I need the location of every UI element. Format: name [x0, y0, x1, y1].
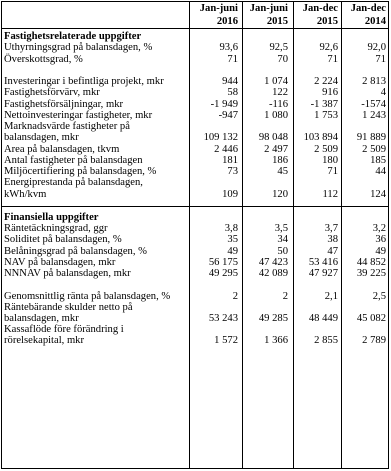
header-corner: [2, 2, 188, 15]
section-title: Fastighetsrelaterade uppgifter: [4, 31, 142, 42]
value-cell: 34: [277, 234, 288, 246]
value-cell: 50: [277, 245, 288, 257]
value-cell: 3,5: [274, 223, 288, 235]
value-cell: 124: [370, 188, 386, 200]
value-cell: 1 753: [314, 109, 338, 121]
value-cell: 109 132: [203, 132, 238, 144]
table-row: [2, 54, 388, 65]
column-header-period: Jan-juni: [249, 3, 288, 14]
column-divider: [341, 2, 342, 468]
value-cell: 2 509: [362, 143, 386, 155]
value-cell: 39 225: [356, 268, 386, 280]
value-cell: 71: [327, 166, 338, 178]
table-row: [2, 155, 388, 166]
value-cell: 2 855: [314, 335, 338, 347]
header-corner: [2, 15, 188, 29]
table-row: [2, 98, 388, 109]
value-cell: 916: [322, 87, 338, 99]
value-cell: 2,5: [372, 290, 386, 302]
value-cell: 73: [227, 166, 238, 178]
row-label: Nettoinvesteringar fastigheter, mkr: [4, 109, 153, 121]
value-cell: 36: [375, 234, 386, 246]
value-cell: 3,2: [372, 223, 386, 235]
value-cell: 186: [272, 154, 288, 166]
value-cell: 112: [322, 188, 338, 200]
value-cell: 47: [327, 245, 338, 257]
column-header-year: 2016: [188, 15, 240, 29]
row-label: Kassaflöde före förändring i rörelsekapital, mkr: [4, 324, 124, 347]
key-figures-table: [1, 1, 389, 469]
row-label: NNNAV på balansdagen, mkr: [4, 268, 131, 280]
row-label: Soliditet på balansdagen, %: [4, 234, 122, 246]
table-row: [2, 87, 388, 98]
value-cell: 1 243: [362, 109, 386, 121]
value-cell: 44 852: [356, 256, 386, 268]
table-row: [2, 268, 388, 279]
section-title: Finansiella uppgifter: [4, 211, 99, 223]
value-cell: 49 295: [208, 268, 238, 280]
table-row: [2, 177, 388, 199]
value-cell: 185: [370, 154, 386, 166]
value-cell: -116: [268, 98, 288, 110]
row-label: Antal fastigheter på balansdagen: [4, 154, 143, 166]
value-cell: 91 889: [356, 132, 386, 144]
table-row: [2, 223, 388, 234]
value-cell: 120: [272, 188, 288, 200]
value-cell: 103 894: [303, 132, 338, 144]
section-header-row: [2, 29, 388, 43]
section-header-row: [2, 206, 388, 223]
value-cell: 56 175: [208, 256, 238, 268]
value-cell: 49 285: [258, 313, 288, 325]
value-cell: 92,5: [269, 42, 288, 54]
table-row: [2, 110, 388, 121]
value-cell: 4: [380, 87, 386, 99]
value-cell: 2 789: [362, 335, 386, 347]
value-cell: 92,6: [319, 42, 338, 54]
column-header-period: Jan-dec: [350, 3, 386, 14]
column-divider: [242, 2, 243, 468]
row-label: Energiprestanda på balansdagen, kWh/kvm: [4, 177, 143, 200]
value-cell: 3,7: [324, 223, 338, 235]
value-cell: 45: [277, 166, 288, 178]
value-cell: 1 366: [264, 335, 288, 347]
value-cell: 2 497: [264, 143, 288, 155]
value-cell: 93,6: [219, 42, 238, 54]
table-row: [2, 143, 388, 154]
value-cell: 71: [227, 53, 238, 65]
row-label: Investeringar i befintliga projekt, mkr: [4, 75, 164, 87]
value-cell: 122: [272, 87, 288, 99]
row-label: Genomsnittlig ränta på balansdagen, %: [4, 290, 171, 302]
table-row: [2, 166, 388, 177]
value-cell: 1 572: [214, 335, 238, 347]
value-cell: -947: [218, 109, 238, 121]
value-cell: 180: [322, 154, 338, 166]
value-cell: 3,8: [224, 223, 238, 235]
value-cell: 53 416: [308, 256, 338, 268]
value-cell: 49: [227, 245, 238, 257]
value-cell: 2 813: [362, 75, 386, 87]
row-label: Miljöcertifiering på balansdagen, %: [4, 166, 157, 178]
row-label: Räntetäckningsgrad, ggr: [4, 223, 108, 235]
value-cell: 48 449: [308, 313, 338, 325]
value-cell: -1 949: [210, 98, 238, 110]
value-cell: 109: [222, 188, 238, 200]
column-header-year: 2014: [340, 15, 388, 29]
value-cell: 2 446: [214, 143, 238, 155]
value-cell: 45 082: [356, 313, 386, 325]
table-row: [2, 257, 388, 268]
value-cell: 47 927: [308, 268, 338, 280]
row-label: Area på balansdagen, tkvm: [4, 143, 120, 155]
column-header-year: 2015: [240, 15, 290, 29]
table-row: [2, 302, 388, 324]
table-row: [2, 246, 388, 257]
table-row: [2, 234, 388, 245]
row-label: Fastighetsförsäljningar, mkr: [4, 98, 124, 110]
row-label: NAV på balansdagen, mkr: [4, 256, 116, 268]
row-label: Uthyrningsgrad på balansdagen, %: [4, 42, 153, 54]
value-cell: 2: [282, 290, 288, 302]
value-cell: 35: [227, 234, 238, 246]
value-cell: 53 243: [208, 313, 238, 325]
table-row: [2, 42, 388, 53]
value-cell: 1 074: [264, 75, 288, 87]
value-cell: 42 089: [258, 268, 288, 280]
column-header-period: Jan-dec: [302, 3, 338, 14]
value-cell: 49: [375, 245, 386, 257]
value-cell: 47 423: [258, 256, 288, 268]
row-label: Räntebärande skulder netto på balansdagen, mkr: [4, 301, 133, 325]
column-divider: [293, 2, 294, 468]
row-label: Belåningsgrad på balansdagen, %: [4, 245, 147, 257]
column-header-period: Jan-juni: [199, 3, 238, 14]
row-label: Fastighetsförvärv, mkr: [4, 87, 100, 99]
value-cell: -1574: [361, 98, 386, 110]
value-cell: 944: [222, 75, 238, 87]
table-row: [2, 65, 388, 87]
table-row: [2, 121, 388, 143]
value-cell: 38: [327, 234, 338, 246]
value-cell: 70: [277, 53, 288, 65]
table-row: [2, 324, 388, 346]
value-cell: 2 509: [314, 143, 338, 155]
table-body: [2, 29, 388, 347]
value-cell: 98 048: [258, 132, 288, 144]
column-header-year: 2015: [290, 15, 340, 29]
value-cell: 71: [327, 53, 338, 65]
value-cell: 44: [375, 166, 386, 178]
value-cell: -1 387: [310, 98, 338, 110]
value-cell: 2: [232, 290, 238, 302]
table-row: [2, 279, 388, 301]
value-cell: 2 224: [314, 75, 338, 87]
row-label: Överskottsgrad, %: [4, 53, 83, 65]
value-cell: 181: [222, 154, 238, 166]
value-cell: 92,0: [367, 42, 386, 54]
value-cell: 71: [375, 53, 386, 65]
value-cell: 58: [227, 87, 238, 99]
column-divider: [189, 2, 190, 468]
row-label: Marknadsvärde fastigheter på balansdagen, mkr: [4, 121, 130, 144]
value-cell: 1 080: [264, 109, 288, 121]
value-cell: 2,1: [324, 290, 338, 302]
